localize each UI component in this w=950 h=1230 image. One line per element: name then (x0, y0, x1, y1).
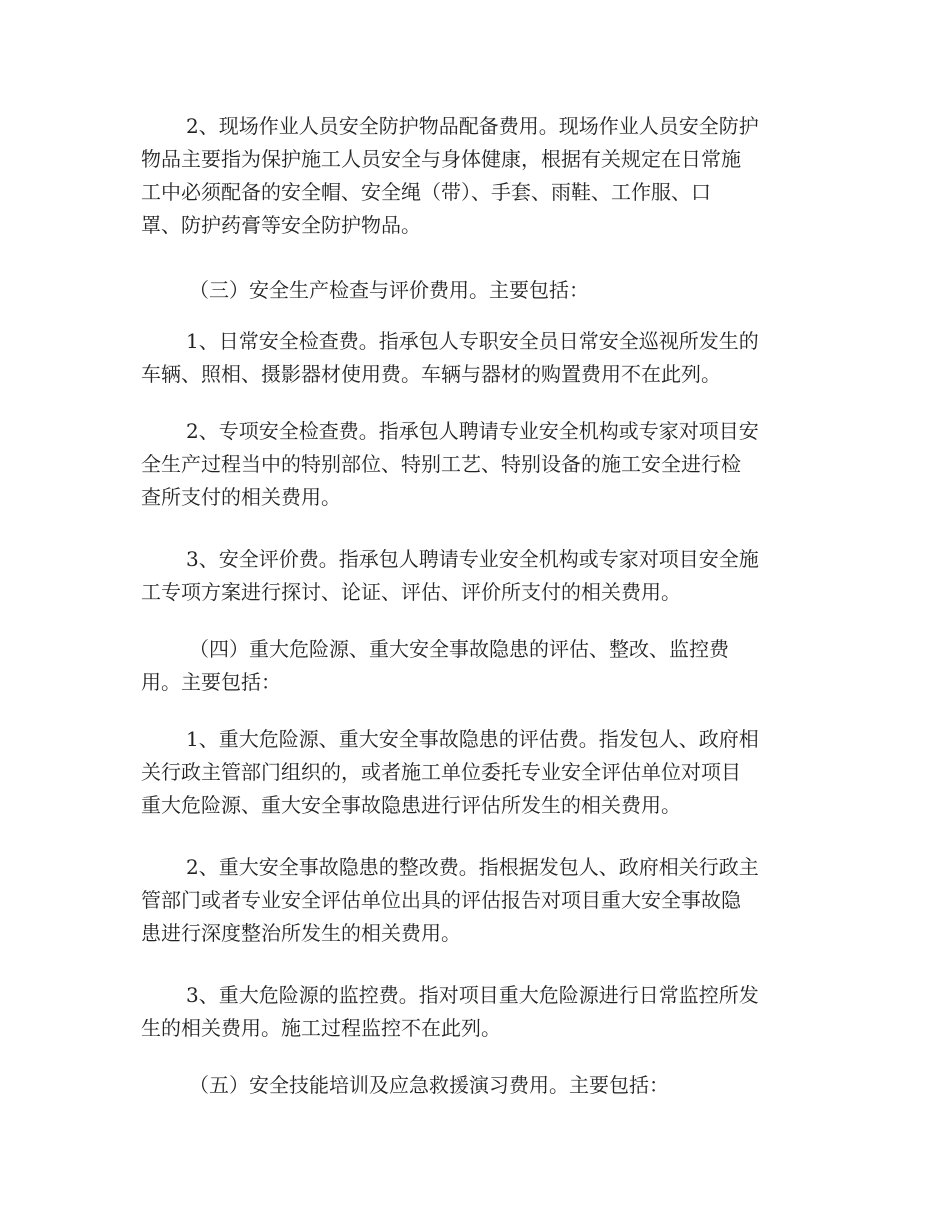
paragraph-special-inspection-fee (141, 415, 811, 514)
paragraph-hazard-rectification-fee (141, 851, 811, 950)
text-line: 1、重大危险源、重大安全事故隐患的评估费。指发包人、政府相 (186, 727, 759, 751)
paragraph-hazard-monitoring-fee (141, 979, 811, 1045)
section-heading-major-hazard (141, 633, 811, 699)
text-line: 用。主要包括： (141, 670, 281, 694)
text-line: 1、日常安全检查费。指承包人专职安全员日常安全巡视所发生的 (186, 329, 759, 353)
paragraph-daily-inspection-fee (141, 325, 811, 391)
paragraph-safety-evaluation-fee (141, 543, 811, 609)
text-line: 患进行深度整治所发生的相关费用。 (141, 921, 461, 945)
text-line: 罩、防护药膏等安全防护物品。 (141, 213, 421, 237)
text-line: 生的相关费用。施工过程监控不在此列。 (141, 1016, 501, 1040)
text-line: 工中必须配备的安全帽、安全绳（带）、手套、雨鞋、工作服、口 (141, 180, 711, 204)
text-line: 重大危险源、重大安全事故隐患进行评估所发生的相关费用。 (141, 793, 681, 817)
text-line: （三）安全生产检查与评价费用。主要包括： (189, 278, 589, 302)
text-line: （五）安全技能培训及应急救援演习费用。主要包括： (189, 1073, 669, 1097)
text-line: 全生产过程当中的特别部位、特别工艺、特别设备的施工安全进行检 (141, 452, 741, 476)
text-line: 2、重大安全事故隐患的整改费。指根据发包人、政府相关行政主 (186, 855, 759, 879)
text-line: 3、安全评价费。指承包人聘请专业安全机构或专家对项目安全施 (186, 547, 759, 571)
paragraph-safety-equipment-cost (141, 110, 811, 242)
text-line: （四）重大危险源、重大安全事故隐患的评估、整改、监控费 (189, 637, 729, 661)
text-line: 管部门或者专业安全评估单位出具的评估报告对项目重大安全事故隐 (141, 888, 741, 912)
section-heading-inspection-evaluation (141, 274, 811, 307)
text-line: 查所支付的相关费用。 (141, 485, 341, 509)
text-line: 3、重大危险源的监控费。指对项目重大危险源进行日常监控所发 (186, 983, 759, 1007)
paragraph-hazard-assessment-fee (141, 723, 811, 822)
text-line: 车辆、照相、摄影器材使用费。车辆与器材的购置费用不在此列。 (141, 362, 721, 386)
text-line: 2、专项安全检查费。指承包人聘请专业安全机构或专家对项目安 (186, 419, 759, 443)
text-line: 2、现场作业人员安全防护物品配备费用。现场作业人员安全防护 (186, 114, 759, 138)
text-line: 工专项方案进行探讨、论证、评估、评价所支付的相关费用。 (141, 580, 681, 604)
text-line: 物品主要指为保护施工人员安全与身体健康，根据有关规定在日常施 (141, 147, 741, 171)
section-heading-training-drills (141, 1069, 811, 1102)
text-line: 关行政主管部门组织的，或者施工单位委托专业安全评估单位对项目 (141, 760, 741, 784)
